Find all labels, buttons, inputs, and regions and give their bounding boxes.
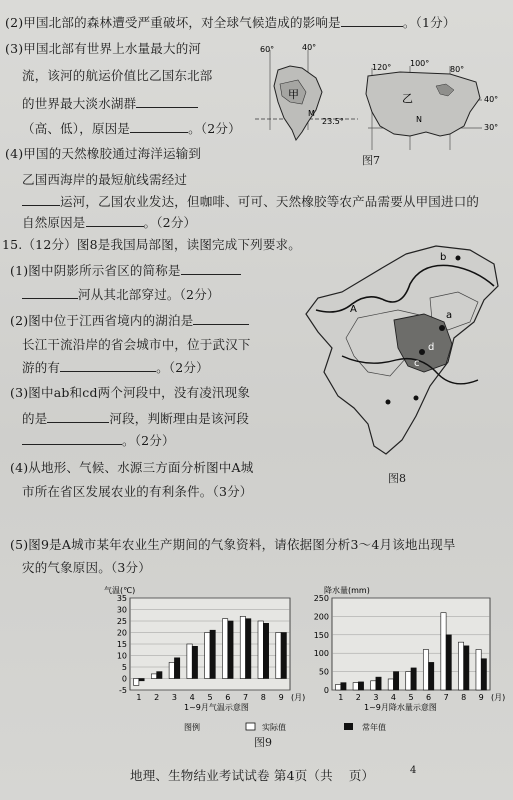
coord-100: 100° [410, 59, 430, 68]
legend-label: 图例 [184, 723, 200, 732]
precip-bar-actual [388, 679, 393, 690]
figure-8-map [298, 240, 510, 472]
precip-bar-normal [446, 635, 451, 690]
page-number: 4 [410, 765, 417, 776]
map-label-m: M [308, 109, 315, 118]
precip-bar-actual [406, 672, 411, 690]
coord-60: 60° [260, 45, 275, 54]
precip-xtick-label: 3 [373, 693, 379, 702]
q14-part3-line3-text: 的世界最大淡水湖群 [22, 96, 137, 111]
legend-actual-swatch [246, 723, 255, 730]
q15-part5-line1: (5)图9是A城市某年农业生产期间的气象资料，请依据图分析3～4月该地出现旱 [10, 537, 456, 552]
temp-xtick-label: 8 [260, 693, 266, 702]
map-label-yi: 乙 [402, 92, 413, 105]
temp-bar-normal [139, 679, 144, 681]
temp-xtick-label: 9 [278, 693, 284, 702]
q14-part4-line4-text: 自然原因是 [22, 215, 86, 230]
precip-xtick-label: 9 [478, 693, 484, 702]
precip-bar-actual [336, 684, 341, 690]
q15-part4-line1: (4)从地形、气候、水源三方面分析图中A城 [10, 460, 254, 475]
legend-actual: 实际值 [262, 723, 286, 732]
precip-bar-actual [476, 650, 481, 690]
q15-part2-score: 。（2分） [156, 360, 209, 375]
precip-xtick-label: 6 [426, 693, 432, 702]
precip-ytick-label: 50 [318, 667, 329, 677]
footer-text-end: 页） [348, 768, 375, 783]
q15-part1-line1 [10, 262, 241, 279]
q14-part2-text: (2)甲国北部的森林遭受严重破坏，对全球气候造成的影响是 [5, 15, 341, 30]
q14-part3-line4 [22, 120, 241, 137]
precip-bar-normal [411, 668, 416, 690]
q15-part1-text: (1)图中阴影所示省区的简称是 [10, 263, 181, 278]
q15-part2-line3-text: 游的有 [22, 360, 61, 375]
answer-blank[interactable] [47, 410, 109, 423]
precip-ytick-label: 0 [323, 686, 329, 695]
precip-bar-actual [423, 650, 428, 690]
precip-ytick-label: 200 [313, 612, 329, 622]
q14-part3-line2: 流，该河的航运价值比乙国东北部 [22, 68, 213, 83]
temp-bar-actual [222, 619, 227, 679]
answer-blank[interactable] [136, 95, 198, 108]
coord-23-5: 23.5° [322, 117, 344, 126]
figure-9-charts [100, 586, 510, 741]
precip-ytick-label: 250 [313, 594, 329, 603]
q14-part2-score: 。（1分） [402, 15, 456, 30]
temp-ytick-label: 20 [116, 628, 127, 638]
coord-40n: 40° [484, 95, 499, 104]
map-label-c: c [414, 358, 420, 369]
figure-7-maps [250, 40, 513, 180]
answer-blank[interactable] [86, 214, 144, 227]
temp-bar-actual [187, 644, 192, 679]
temp-ytick-label: 10 [116, 651, 127, 661]
answer-blank[interactable] [341, 14, 403, 27]
temp-bar-normal [263, 623, 268, 678]
precip-bar-normal [464, 646, 469, 690]
precip-bar-normal [358, 682, 363, 690]
precip-bar-normal [393, 672, 398, 690]
precip-bar-normal [429, 662, 434, 690]
temp-ylabel: 气温(℃) [104, 586, 136, 595]
precip-xtick-label: 7 [443, 693, 449, 702]
page-footer [130, 768, 374, 784]
q15-part3-score: 。（2分） [122, 433, 175, 448]
q15-part2-text: (2)图中位于江西省境内的湖泊是 [10, 313, 194, 328]
figure-9-caption: 图9 [254, 736, 272, 749]
temp-xunit-label: (月) [291, 693, 306, 702]
precip-chart-title: 1~9月降水量示意图 [364, 703, 437, 712]
temp-xtick-label: 7 [243, 693, 249, 702]
q15-part3-line2-b: 河段，判断理由是该河段 [109, 411, 250, 426]
map-label-city-a: A [350, 304, 357, 315]
temp-ytick-label: 35 [116, 594, 127, 603]
precip-xtick-label: 5 [408, 693, 414, 702]
temp-ytick-label: 25 [116, 617, 127, 626]
legend-normal: 常年值 [362, 723, 386, 732]
temp-xtick-label: 4 [189, 693, 195, 702]
map-label-b: b [440, 252, 447, 263]
q15-part3-line2-a: 的是 [22, 411, 48, 426]
temp-xtick-label: 3 [171, 693, 177, 702]
precip-bar-actual [458, 642, 463, 690]
q14-part3-line1: (3)甲国北部有世界上水量最大的河 [5, 41, 202, 56]
map-label-jia: 甲 [288, 88, 299, 101]
map-label-a: a [446, 310, 453, 321]
q15-part2-line1 [10, 312, 249, 329]
temp-bar-actual [205, 633, 210, 679]
answer-blank[interactable] [181, 262, 241, 275]
precipitation-chart [314, 594, 506, 702]
precip-bar-actual [441, 613, 446, 690]
coord-30n: 30° [484, 123, 499, 132]
precip-bar-actual [353, 683, 358, 690]
answer-blank[interactable] [193, 312, 249, 325]
temp-xtick-label: 1 [136, 693, 142, 702]
temp-bar-normal [174, 658, 179, 679]
figure-8-caption: 图8 [388, 472, 406, 485]
precip-xunit-label: (月) [491, 693, 506, 702]
temp-ytick-label: 15 [116, 640, 127, 649]
answer-blank[interactable] [22, 432, 122, 445]
precip-ytick-label: 100 [313, 649, 329, 659]
q14-part2 [5, 14, 456, 31]
temp-xtick-label: 2 [154, 693, 160, 702]
q14-part3-line3 [22, 95, 198, 112]
q15-part1-line2 [22, 286, 220, 303]
precip-ylabel: 降水量(mm) [324, 586, 370, 595]
temp-xtick-label: 5 [207, 693, 213, 702]
legend-normal-swatch [344, 723, 353, 730]
q15-part1-line2-text: 河从其北部穿过。（2分） [78, 287, 220, 302]
q14-part3-score: 。（2分） [188, 121, 241, 136]
precip-bar-actual [371, 681, 376, 690]
temperature-chart [117, 594, 305, 702]
answer-blank[interactable] [22, 193, 60, 206]
q15-part2-line2: 长江干流沿岸的省会城市中，位于武汉下 [22, 337, 251, 352]
temp-bar-actual [240, 616, 245, 678]
temp-ytick-label: -5 [119, 686, 127, 695]
q14-part4-line3 [22, 193, 479, 210]
temp-bar-normal [210, 630, 215, 678]
temp-bar-actual [258, 621, 263, 679]
q14-part4-line2: 乙国西海岸的最短航线需经过 [22, 172, 188, 187]
precip-bar-normal [341, 683, 346, 690]
temp-bar-normal [192, 646, 197, 678]
answer-blank[interactable] [60, 359, 156, 372]
q14-part4-line3-text: 运河，乙国农业发达，但咖啡、可可、天然橡胶等农产品需要从甲国进口的 [60, 194, 480, 209]
q14-part3-line4-text: （高、低），原因是 [22, 121, 131, 136]
coord-40w: 40° [302, 43, 317, 52]
temp-xtick-label: 6 [225, 693, 231, 702]
q15-part3-line3 [22, 432, 175, 449]
precip-ytick-label: 150 [313, 630, 329, 640]
temp-bar-normal [246, 619, 251, 679]
answer-blank[interactable] [22, 286, 78, 299]
q15-part3-line2 [22, 410, 249, 427]
temp-bar-actual [151, 674, 156, 679]
precip-bar-normal [376, 677, 381, 690]
precip-xtick-label: 8 [461, 693, 467, 702]
temp-ytick-label: 0 [121, 674, 127, 684]
coord-120: 120° [372, 63, 392, 72]
temp-bar-normal [281, 633, 286, 679]
temp-bar-actual [134, 679, 139, 686]
map-label-d: d [428, 342, 435, 353]
q15-part5-line2: 灾的气象原因。（3分） [22, 560, 151, 575]
q14-part4-score: 。（2分） [143, 215, 197, 230]
footer-text: 地理、生物结业考试试卷 第4页（共 [130, 768, 333, 783]
q15-part2-line3 [22, 359, 209, 376]
temp-bar-normal [228, 621, 233, 679]
figure-7-caption: 图7 [362, 154, 380, 167]
temp-ytick-label: 5 [121, 663, 127, 672]
coord-80: 80° [450, 65, 465, 74]
answer-blank[interactable] [130, 120, 188, 133]
q15-part4-line2: 市所在省区发展农业的有利条件。（3分） [22, 484, 253, 499]
temp-bar-actual [169, 662, 174, 678]
map-jia [255, 43, 358, 140]
precip-xtick-label: 2 [355, 693, 361, 702]
temp-bar-normal [157, 672, 162, 679]
temp-chart-title: 1~9月气温示意图 [184, 703, 249, 712]
temp-ytick-label: 30 [116, 605, 127, 615]
map-yi [366, 59, 498, 150]
temp-bar-actual [276, 633, 281, 679]
precip-bar-normal [481, 659, 486, 690]
q15-part3-line1: (3)图中ab和cd两个河段中，没有凌汛现象 [10, 385, 251, 400]
q15-heading: 15.（12分）图8是我国局部图，读图完成下列要求。 [2, 237, 301, 252]
q14-part4-line4 [22, 214, 196, 231]
precip-xtick-label: 1 [338, 693, 344, 702]
q14-part4-line1: (4)甲国的天然橡胶通过海洋运输到 [5, 146, 202, 161]
map-label-n: N [416, 115, 422, 124]
precip-xtick-label: 4 [390, 693, 396, 702]
